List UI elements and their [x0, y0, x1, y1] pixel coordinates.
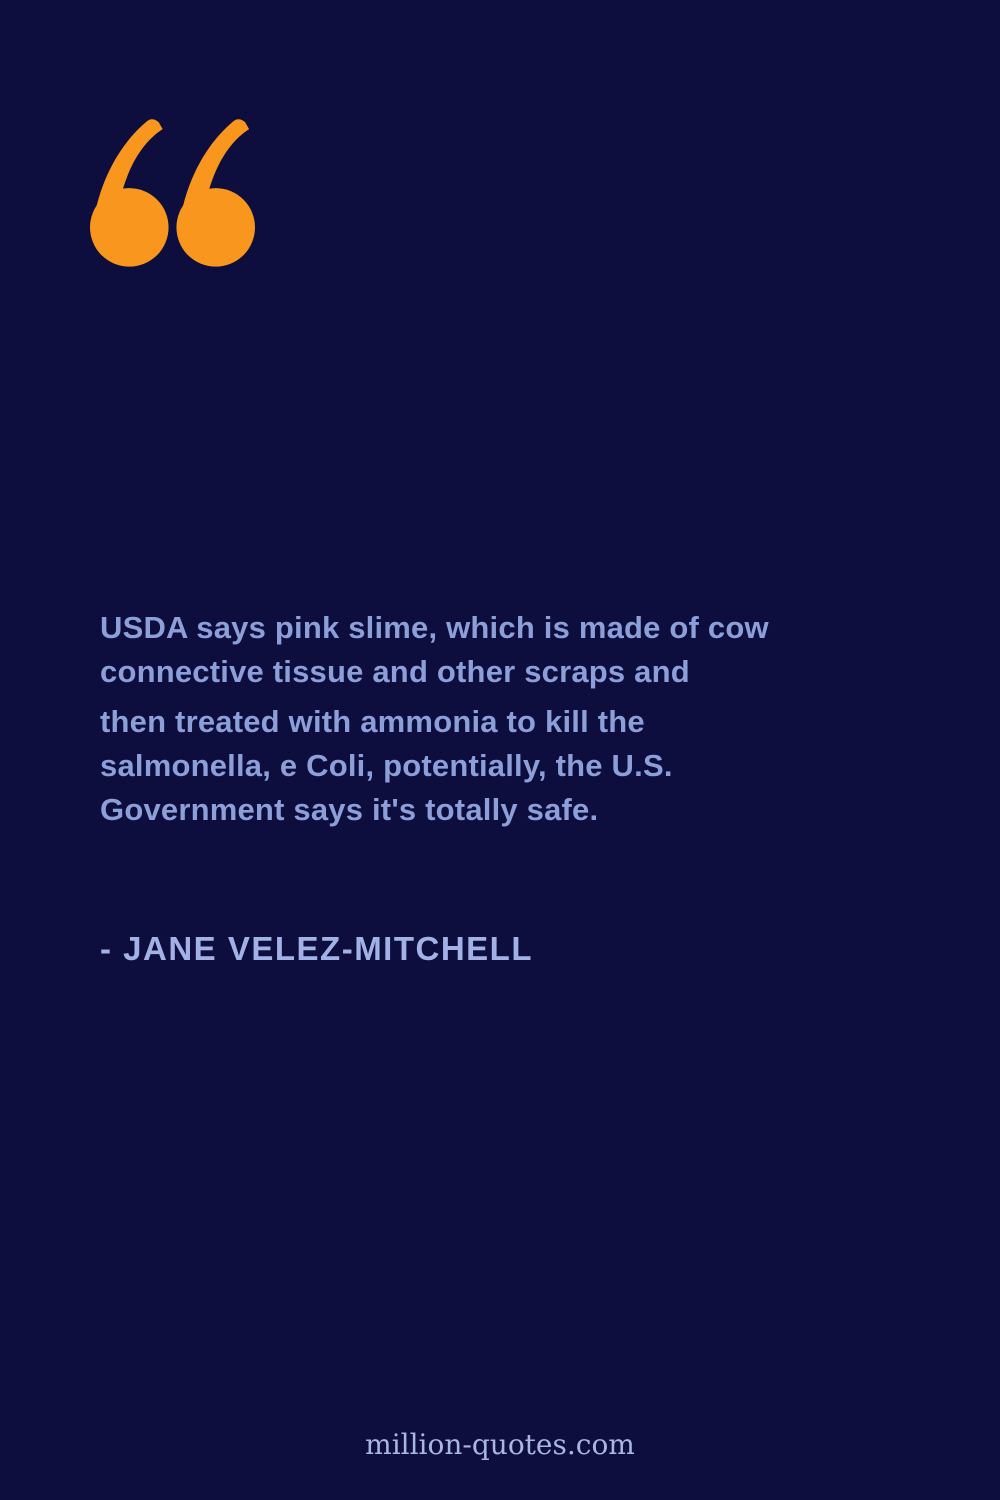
quote-attribution: - JANE VELEZ-MITCHELL [100, 930, 533, 967]
quote-line: salmonella, e Coli, potentially, the U.S. [100, 748, 673, 783]
site-name: million-quotes.com [365, 1428, 635, 1461]
quote-line: USDA says pink slime, which is made of cow [100, 610, 769, 645]
opening-double-quote-icon [90, 118, 255, 268]
quote-line: then treated with ammonia to kill the [100, 704, 645, 739]
quote-line: Government says it's totally safe. [100, 792, 599, 827]
quote-line: connective tissue and other scraps and [100, 654, 690, 689]
quote-text [100, 606, 840, 832]
